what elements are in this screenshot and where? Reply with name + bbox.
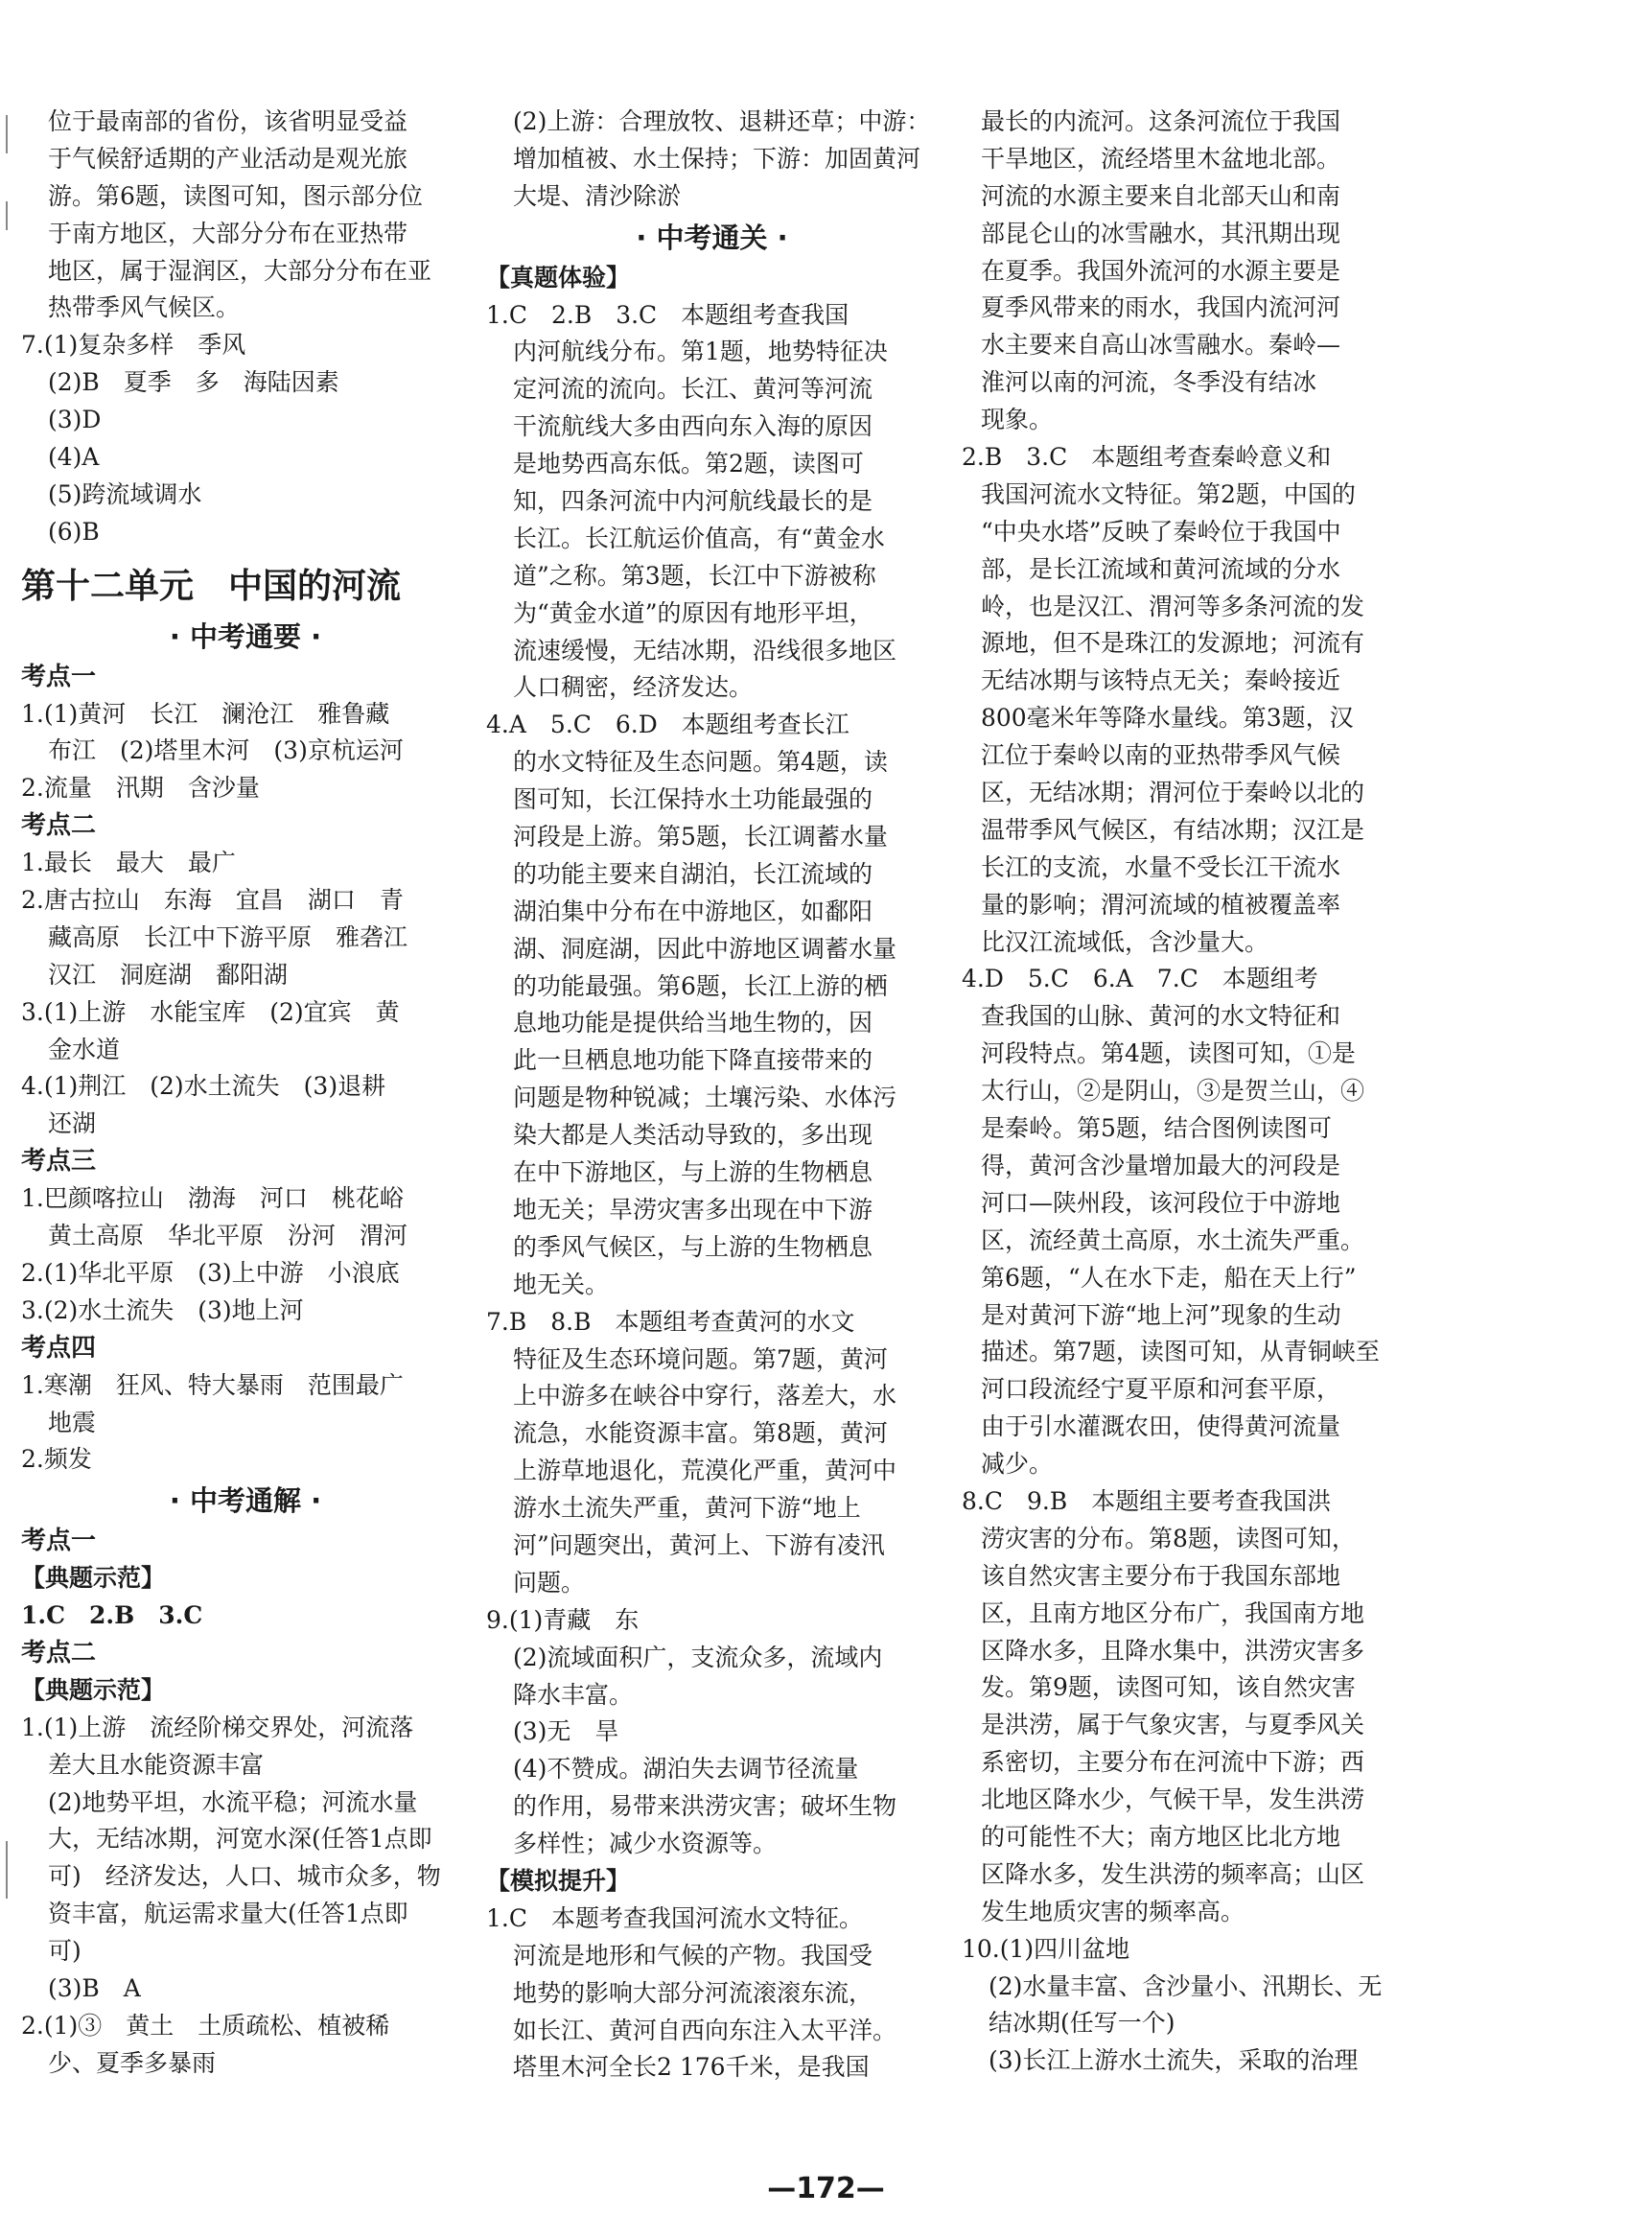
text-line: 量的影响；渭河流域的植被覆盖率 <box>981 890 1341 919</box>
section-heading: · 中考通关 · <box>636 221 788 254</box>
text-line: 塔里木河全长2 176千米，是我国 <box>513 2053 870 2082</box>
text-line: (3)无 旱 <box>513 1717 619 1746</box>
text-line: 大堤、清沙除淤 <box>513 181 682 210</box>
page-edge-mark <box>6 1841 8 1899</box>
text-line: 汉江 洞庭湖 鄱阳湖 <box>48 960 289 989</box>
text-line: 人口稠密，经济发达。 <box>513 673 754 702</box>
text-line: 北地区降水少，气候干旱，发生洪涝 <box>981 1785 1365 1814</box>
topic-heading: 考点一 <box>21 662 97 691</box>
text-line: (2)流域面积广，支流众多，流域内 <box>513 1643 883 1671</box>
answer-line: 4.D 5.C 6.A 7.C 本题组考 <box>962 965 1318 993</box>
text-line: 2.(1)华北平原 (3)上中游 小浪底 <box>21 1258 400 1287</box>
text-line: 区降水多，发生洪涝的频率高；山区 <box>981 1859 1365 1888</box>
text-line: 增加植被、水土保持；下游：加固黄河 <box>513 144 921 173</box>
text-line: 2.唐古拉山 东海 宜昌 湖口 青 <box>21 886 404 915</box>
text-line: 是洪涝，属于气象灾害，与夏季风关 <box>981 1711 1365 1739</box>
text-line: 最长的内流河。这条河流位于我国 <box>981 107 1341 135</box>
text-line: 黄土高原 华北平原 汾河 渭河 <box>48 1222 408 1250</box>
answer-line: 4.A 5.C 6.D 本题组考查长江 <box>486 711 849 739</box>
text-line: 无结冰期与该特点无关；秦岭接近 <box>981 666 1341 695</box>
text-line: 知，四条河流中内河航线最长的是 <box>513 487 873 516</box>
text-line: 比汉江流域低，含沙量大。 <box>981 927 1269 956</box>
text-line: 现象。 <box>981 406 1054 434</box>
text-line: 2.(1)③ 黄土 土质疏松、植被稀 <box>21 2011 390 2040</box>
text-line: 染大都是人类活动导致的，多出现 <box>513 1121 873 1150</box>
text-line: 河流是地形和气候的产物。我国受 <box>513 1941 873 1970</box>
text-line: 系密切，主要分布在河流中下游；西 <box>981 1748 1365 1777</box>
text-line: 的水文特征及生态问题。第4题，读 <box>513 748 888 777</box>
text-line: 干流航线大多由西向东入海的原因 <box>513 412 873 441</box>
text-line: 于南方地区，大部分分布在亚热带 <box>48 219 408 247</box>
answer-line: 1.C 2.B 3.C 本题组考查我国 <box>486 300 849 329</box>
text-line: 布江 (2)塔里木河 (3)京杭运河 <box>48 736 404 765</box>
section-heading: · 中考通要 · <box>169 619 322 653</box>
text-line: 第6题，“人在水下走，船在天上行” <box>981 1263 1357 1292</box>
text-line: 区，流经黄土高原，水土流失严重。 <box>981 1225 1365 1254</box>
text-line: (2)水量丰富、含沙量小、汛期长、无 <box>989 1971 1383 2000</box>
text-line: 我国河流水文特征。第2题，中国的 <box>981 479 1356 508</box>
text-line: 江位于秦岭以南的亚热带季风气候 <box>981 741 1341 770</box>
text-line: 还湖 <box>48 1109 97 1138</box>
page-edge-mark <box>6 201 8 230</box>
text-line: 可) <box>48 1937 81 1966</box>
text-line: 10.(1)四川盆地 <box>962 1934 1130 1963</box>
topic-heading: 考点三 <box>21 1147 97 1177</box>
text-line: 流急，水能资源丰富。第8题，黄河 <box>513 1419 888 1448</box>
text-line: 1.(1)上游 流经阶梯交界处，河流落 <box>21 1713 414 1741</box>
text-line: 区，且南方地区分布广，我国南方地 <box>981 1598 1365 1627</box>
text-line: 涝灾害的分布。第8题，读图可知， <box>981 1524 1356 1552</box>
text-line: 的季风气候区，与上游的生物栖息 <box>513 1232 873 1261</box>
text-line: 3.(1)上游 水能宝库 (2)宜宾 黄 <box>21 997 400 1026</box>
text-line: 地区，属于湿润区，大部分分布在亚 <box>48 256 432 285</box>
text-line: 内河航线分布。第1题，地势特征决 <box>513 338 888 366</box>
text-line: 得，黄河含沙量增加最大的河段是 <box>981 1151 1341 1179</box>
text-line: 7.(1)复杂多样 季风 <box>21 331 246 360</box>
text-line: (2)地势平坦，水流平稳；河流水量 <box>48 1787 418 1816</box>
text-line: 河口段流经宁夏平原和河套平原， <box>981 1375 1341 1404</box>
text-line: (6)B <box>48 517 100 546</box>
column-right <box>962 104 1410 2080</box>
answer-line: 8.C 9.B 本题组主要考查我国洪 <box>962 1486 1332 1515</box>
text-line: 地势的影响大部分河流滚滚东流， <box>513 1978 873 2007</box>
text-line: 定河流的流向。长江、黄河等河流 <box>513 375 873 404</box>
text-line: 地无关。 <box>513 1270 610 1298</box>
text-line: 道”之称。第3题，长江中下游被称 <box>513 561 876 590</box>
text-line: 特征及生态环境问题。第7题，黄河 <box>513 1344 888 1373</box>
text-line: 湖、洞庭湖，因此中游地区调蓄水量 <box>513 934 897 963</box>
text-line: 部，是长江流域和黄河流域的分水 <box>981 554 1341 583</box>
text-line: 降水丰富。 <box>513 1680 634 1709</box>
text-line: 3.(2)水土流失 (3)地上河 <box>21 1295 304 1324</box>
text-line: 岭，也是汉江、渭河等多条河流的发 <box>981 592 1365 620</box>
text-line: 河”问题突出，黄河上、下游有凌汛 <box>513 1530 885 1559</box>
text-line: 部昆仑山的冰雪融水，其汛期出现 <box>981 219 1341 247</box>
text-line: 由于引水灌溉农田，使得黄河流量 <box>981 1412 1341 1441</box>
text-line: (4)不赞成。湖泊失去调节径流量 <box>513 1755 859 1784</box>
text-line: 游水土流失严重，黄河下游“地上 <box>513 1494 861 1523</box>
text-line: 是秦岭。第5题，结合图例读图可 <box>981 1114 1332 1143</box>
text-line: 河流的水源主要来自北部天山和南 <box>981 181 1341 210</box>
answer-line: 2.B 3.C 本题组考查秦岭意义和 <box>962 443 1332 472</box>
text-line: 的作用，易带来洪涝灾害；破坏生物 <box>513 1792 897 1821</box>
text-line: 图可知，长江保持水土功能最强的 <box>513 785 873 814</box>
text-line: 游。第6题，读图可知，图示部分位 <box>48 181 423 210</box>
text-line: 800毫米年等降水量线。第3题，汉 <box>981 704 1354 733</box>
text-line: 在中下游地区，与上游的生物栖息 <box>513 1158 873 1187</box>
text-line: 湖泊集中分布在中游地区，如鄱阳 <box>513 897 873 925</box>
column-left <box>21 104 470 2083</box>
topic-heading: 考点四 <box>21 1333 97 1363</box>
text-line: 太行山，②是阴山，③是贺兰山，④ <box>981 1077 1365 1106</box>
text-line: 少、夏季多暴雨 <box>48 2048 217 2077</box>
text-line: 区降水多，且降水集中，洪涝灾害多 <box>981 1636 1365 1665</box>
text-line: 9.(1)青藏 东 <box>486 1605 640 1634</box>
text-line: (4)A <box>48 443 100 472</box>
text-line: 长江。长江航运价值高，有“黄金水 <box>513 524 885 552</box>
text-line: 的功能最强。第6题，长江上游的栖 <box>513 971 888 1000</box>
text-line: 上游草地退化，荒漠化严重，黄河中 <box>513 1457 897 1485</box>
text-line: 如长江、黄河自西向东注入太平洋。 <box>513 2016 897 2044</box>
text-line: 干旱地区，流经塔里木盆地北部。 <box>981 144 1341 173</box>
text-line: 为“黄金水道”的原因有地形平坦， <box>513 598 873 627</box>
text-line: 于气候舒适期的产业活动是观光旅 <box>48 144 408 173</box>
column-middle <box>486 104 938 2087</box>
text-line: (5)跨流域调水 <box>48 479 202 508</box>
text-line: 问题是物种锐减；土壤污染、水体污 <box>513 1084 897 1112</box>
text-line: 问题。 <box>513 1568 586 1597</box>
text-line: 差大且水能资源丰富 <box>48 1750 265 1779</box>
text-line: 发生地质灾害的频率高。 <box>981 1897 1245 1925</box>
text-line: 地震 <box>48 1408 97 1436</box>
text-line: 水主要来自高山冰雪融水。秦岭— <box>981 331 1341 360</box>
text-line: 1.最长 最大 最广 <box>21 849 236 877</box>
page-edge-mark <box>6 115 8 153</box>
text-line: 减少。 <box>981 1450 1054 1479</box>
text-line: 大，无结冰期，河宽水深(任答1点即 <box>48 1825 432 1854</box>
bracket-label: 【典题示范】 <box>21 1675 166 1704</box>
answer-line: 1.C 2.B 3.C <box>21 1601 203 1630</box>
text-line: 的可能性不大；南方地区比北方地 <box>981 1822 1341 1851</box>
text-line: 河段是上游。第5题，长江调蓄水量 <box>513 823 888 851</box>
text-line: 上中游多在峡谷中穿行，落差大，水 <box>513 1382 897 1411</box>
text-line: 发。第9题，读图可知，该自然灾害 <box>981 1673 1356 1702</box>
text-line: 多样性；减少水资源等。 <box>513 1830 778 1858</box>
text-line: 描述。第7题，读图可知，从青铜峡至 <box>981 1338 1380 1366</box>
text-line: 河段特点。第4题，读图可知，①是 <box>981 1039 1356 1068</box>
text-line: 藏高原 长江中下游平原 雅砻江 <box>48 922 408 951</box>
text-line: “中央水塔”反映了秦岭位于我国中 <box>981 517 1341 546</box>
page-number: —172— <box>767 2172 885 2205</box>
text-line: 1.寒潮 狂风、特大暴雨 范围最广 <box>21 1370 404 1399</box>
text-line: (3)D <box>48 406 102 434</box>
text-line: 流速缓慢，无结冰期，沿线很多地区 <box>513 636 897 665</box>
topic-heading: 考点一 <box>21 1527 97 1556</box>
text-line: 可) 经济发达，人口、城市众多，物 <box>48 1862 441 1891</box>
text-line: 金水道 <box>48 1035 121 1063</box>
bracket-label: 【真题体验】 <box>486 263 631 292</box>
text-line: 位于最南部的省份，该省明显受益 <box>48 107 408 135</box>
topic-heading: 考点二 <box>21 1638 97 1668</box>
text-line: 资丰富，航运需求量大(任答1点即 <box>48 1900 408 1928</box>
text-line: 地无关；旱涝灾害多出现在中下游 <box>513 1195 873 1224</box>
section-heading: · 中考通解 · <box>169 1484 322 1518</box>
text-line: 是对黄河下游“地上河”现象的生动 <box>981 1300 1341 1329</box>
text-line: 4.(1)荆江 (2)水土流失 (3)退耕 <box>21 1072 386 1101</box>
topic-heading: 考点二 <box>21 811 97 841</box>
text-line: 1.巴颜喀拉山 渤海 河口 桃花峪 <box>21 1184 404 1213</box>
text-line: 2.频发 <box>21 1445 92 1474</box>
text-line: 1.(1)黄河 长江 澜沧江 雅鲁藏 <box>21 699 390 728</box>
text-line: 2.流量 汛期 含沙量 <box>21 774 260 803</box>
text-line: 河口—陕州段，该河段位于中游地 <box>981 1188 1341 1217</box>
text-line: 的功能主要来自湖泊，长江流域的 <box>513 859 873 888</box>
text-line: (2)B 夏季 多 海陆因素 <box>48 368 339 397</box>
bracket-label: 【模拟提升】 <box>486 1866 631 1895</box>
text-line: (2)上游：合理放牧、退耕还草；中游： <box>513 107 931 135</box>
text-line: 淮河以南的河流，冬季没有结冰 <box>981 368 1317 397</box>
text-line: 息地功能是提供给当地生物的，因 <box>513 1009 873 1038</box>
text-line: 夏季风带来的雨水，我国内流河河 <box>981 293 1341 322</box>
text-line: (3)B A <box>48 1973 141 2002</box>
text-line: 此一旦栖息地功能下降直接带来的 <box>513 1046 873 1075</box>
text-line: 查我国的山脉、黄河的水文特征和 <box>981 1002 1341 1031</box>
text-line: 是地势西高东低。第2题，读图可 <box>513 450 864 478</box>
bracket-label: 【典题示范】 <box>21 1564 166 1593</box>
answer-line: 7.B 8.B 本题组考查黄河的水文 <box>486 1307 855 1336</box>
text-line: 长江的支流，水量不受长江干流水 <box>981 852 1341 881</box>
unit-title: 第十二单元 中国的河流 <box>21 566 402 606</box>
text-line: 该自然灾害主要分布于我国东部地 <box>981 1561 1341 1590</box>
text-line: 源地，但不是珠江的发源地；河流有 <box>981 629 1365 658</box>
text-line: 区，无结冰期；渭河位于秦岭以北的 <box>981 779 1365 807</box>
text-line: 在夏季。我国外流河的水源主要是 <box>981 256 1341 285</box>
text-line: (3)长江上游水土流失，采取的治理 <box>989 2046 1359 2075</box>
answer-line: 1.C 本题考查我国河流水文特征。 <box>486 1903 863 1932</box>
text-line: 热带季风气候区。 <box>48 293 241 322</box>
text-line: 温带季风气候区，有结冰期；汉江是 <box>981 815 1365 844</box>
text-line: 结冰期(任写一个) <box>989 2009 1175 2038</box>
